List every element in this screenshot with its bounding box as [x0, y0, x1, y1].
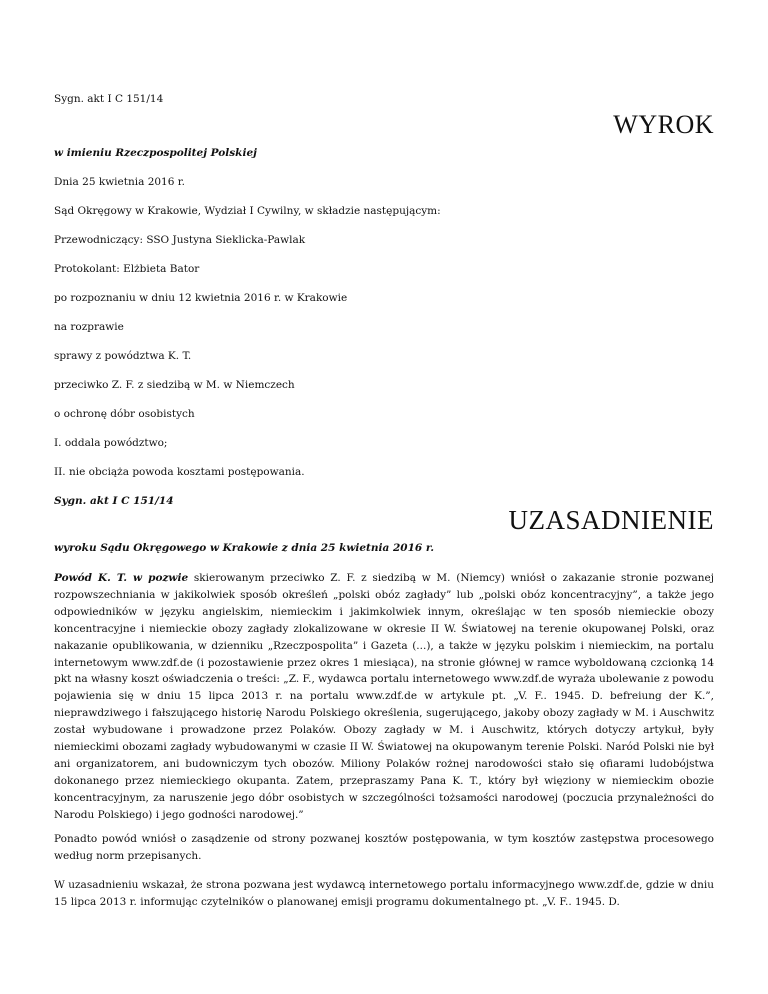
hearing-type: na rozprawie [54, 321, 124, 333]
presiding-judge: Przewodniczący: SSO Justyna Sieklicka-Pawlak [54, 234, 306, 246]
plaintiff-line: sprawy z powództwa K. T. [54, 350, 192, 362]
court-composition: Sąd Okręgowy w Krakowie, Wydział I Cywilny, w składzie następującym: [54, 205, 441, 217]
justification-paragraph-3: W uzasadnieniu wskazał, że strona pozwana jest wydawcą internetowego portalu informacyjnego www.zdf.de, gdzie w dniu 15 lipca 2013 r. informując czytelników o planowanej emisji programu dokumentalnego pt. „V. F.. 1945. D. [54, 879, 714, 908]
paragraph-lead: Powód K. T. w pozwie [54, 572, 189, 584]
justification-title: UZASADNIENIE [508, 505, 714, 535]
justification-paragraph-2: Ponadto powód wniósł o zasądzenie od strony pozwanej kosztów postępowania, w tym kosztów zastępstwa procesowego według norm przepisanych. [54, 833, 714, 862]
justification-subtitle: wyroku Sądu Okręgowego w Krakowie z dnia 25 kwietnia 2016 r. [54, 542, 435, 554]
hearing-date: po rozpoznaniu w dniu 12 kwietnia 2016 r. w Krakowie [54, 292, 348, 304]
ruling-item-2: II. nie obciąża powoda kosztami postępowania. [54, 466, 305, 478]
case-signature: Sygn. akt I C 151/14 [54, 93, 164, 105]
verdict-title: WYROK [613, 110, 714, 139]
paragraph-body: skierowanym przeciwko Z. F. z siedzibą w M. (Niemcy) wniósł o zakazanie stronie pozwanej rozpowszechniania w jakikolwiek sposób określeń „polski obóz zagłady” lub „polski obóz koncentracyjny”, a także jego odpowiedników w języku angielskim, niemieckim i jakimkolwiek innym, określając w ten sposób niemieckie obozy koncentracyjne i niemieckie obozy zagłady zlokalizowane w okresie II W. Światowej na terenie okupowanej Polski, oraz nakazanie opublikowania, w dzienniku „Rzeczpospolita” i Gazeta (...), a także w języku polskim i niemieckim, na portalu internetowym www.zdf.de (i pozostawienie przez okres 1 miesiąca), na stronie głównej w ramce wyboldowaną czcionką 14 pkt na własny koszt oświadczenia o treści: „Z. F., wydawca portalu internetowego www.zdf.de wyraża ubolewanie z powodu pojawienia się w dniu 15 lipca 2013 r. na portalu www.zdf.de w artykule pt. „V. F.. 1945. D. befreiung der K.”, nieprawdziwego i fałszującego historię Narodu Polskiego określenia, sugerującego, jakoby obozy zagłady w M. i Auschwitz został wybudowane i prowadzone przez Polaków. Obozy zagłady w M. i Auschwitz, których dotyczy artykuł, były niemieckimi obozami zagłady wybudowanymi w czasie II W. Światowej na okupowanym terenie Polski. Naród Polski nie był ani organizatorem, ani budowniczym tych obozów. Miliony Polaków rożnej narodowości stało się ofiarami ludobójstwa dokonanego przez niemieckiego okupanta. Zatem, przepraszamy Pana K. T., który był więziony w niemieckim obozie koncentracyjnym, za naruszenie jego dóbr osobistych w szczególności tożsamości narodowej (poczucia przynależności do Narodu Polskiego) i jego godności narodowej.” [54, 572, 715, 821]
defendant-line: przeciwko Z. F. z siedzibą w M. w Niemczech [54, 379, 295, 391]
court-clerk: Protokolant: Elżbieta Bator [54, 263, 200, 275]
case-subject: o ochronę dóbr osobistych [54, 408, 195, 420]
verdict-subtitle: w imieniu Rzeczpospolitej Polskiej [54, 147, 257, 159]
justification-paragraph-1 [54, 570, 714, 824]
verdict-date: Dnia 25 kwietnia 2016 r. [54, 176, 185, 188]
ruling-item-1: I. oddala powództwo; [54, 437, 168, 449]
justification-case-signature: Sygn. akt I C 151/14 [54, 495, 174, 507]
